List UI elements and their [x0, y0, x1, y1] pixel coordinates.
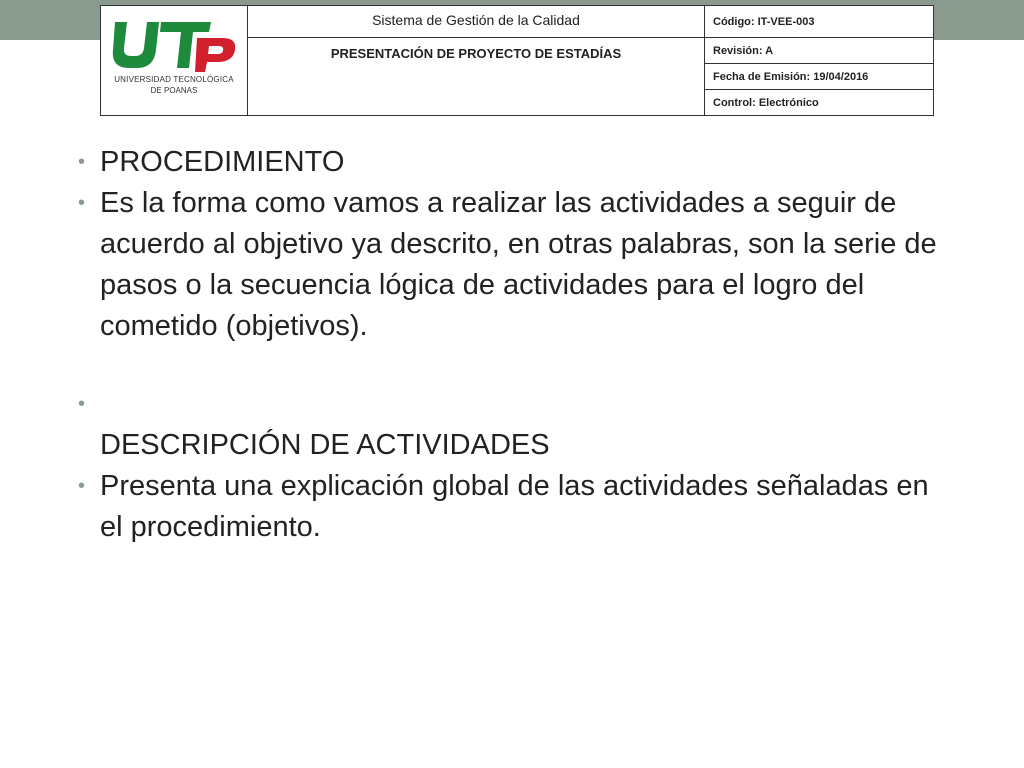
system-title: Sistema de Gestión de la Calidad — [248, 6, 705, 38]
issue-date: Fecha de Emisión: 19/04/2016 — [705, 64, 934, 90]
bullet-dot-icon: • — [78, 475, 86, 497]
document-revision: Revisión: A — [705, 38, 934, 64]
bullet-dot-icon: • — [78, 151, 86, 173]
control-type: Control: Electrónico — [705, 90, 934, 116]
slide-content — [78, 142, 958, 548]
bullet-procedimiento — [78, 142, 958, 183]
document-code: Código: IT-VEE-003 — [705, 6, 934, 38]
project-title: PRESENTACIÓN DE PROYECTO DE ESTADÍAS — [248, 38, 705, 116]
bullet-procedimiento-description — [78, 183, 958, 347]
bullet-dot-icon: • — [78, 393, 86, 415]
bullet-text: Presenta una explicación global de las actividades señaladas en el procedimiento. — [100, 470, 929, 543]
utp-logo-icon — [111, 16, 239, 74]
heading-descripcion-actividades: DESCRIPCIÓN DE ACTIVIDADES — [100, 429, 550, 461]
bullet-text: PROCEDIMIENTO — [100, 146, 345, 178]
bullet-dot-icon: • — [78, 192, 86, 214]
document-header-table — [100, 5, 934, 116]
bullet-empty — [78, 384, 958, 425]
university-name-line2: DE POANAS — [150, 86, 198, 95]
bullet-text: Es la forma como vamos a realizar las actividades a seguir de acuerdo al objetivo ya descrito, en otras palabras, son la serie de pasos o la secuencia lógica de actividades para el logro del cometido (objetivos). — [100, 187, 937, 342]
logo-cell — [101, 6, 248, 116]
bullet-descripcion-explanation — [78, 466, 958, 548]
university-name-line1: UNIVERSIDAD TECNOLÓGICA — [114, 75, 234, 84]
